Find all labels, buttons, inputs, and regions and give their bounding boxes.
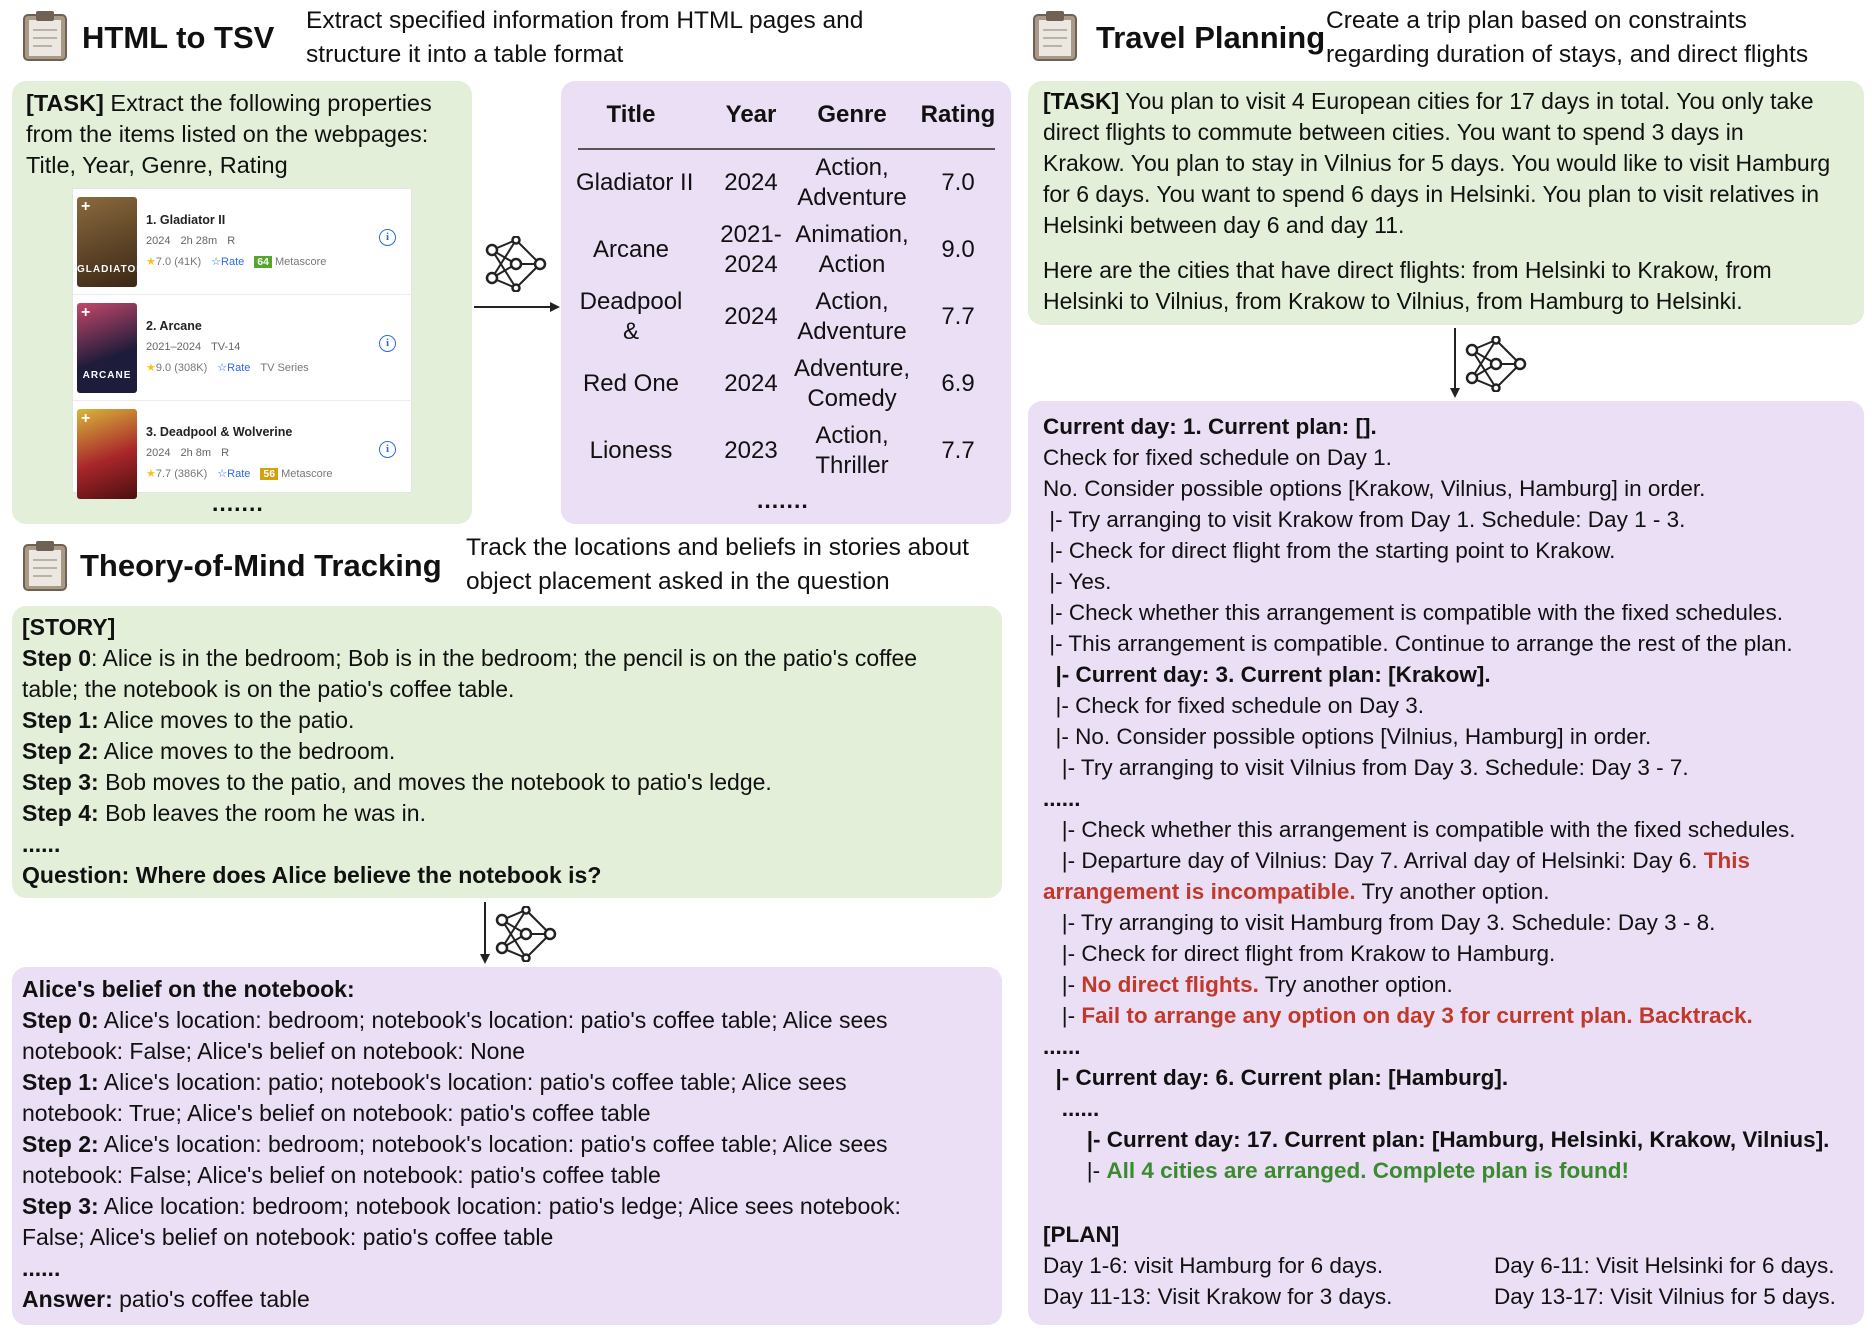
belief-text bbox=[22, 974, 901, 1315]
clipboard-icon bbox=[1032, 10, 1078, 62]
trace-line: |- This arrangement is compatible. Continue to arrange the rest of the plan. bbox=[1043, 631, 1793, 656]
table-cell: 2021- 2024 bbox=[720, 221, 782, 278]
table-cell: 7.0 bbox=[941, 169, 975, 196]
table-cell: Action, Thriller bbox=[815, 422, 889, 479]
trace-line: |- Current day: 6. Current plan: [Hamburg]. bbox=[1043, 1065, 1509, 1090]
plan-item: Day 13-17: Visit Vilnius for 5 days. bbox=[1494, 1284, 1836, 1309]
table-cell: Red One bbox=[582, 370, 680, 397]
table-cell: 2024 bbox=[724, 303, 778, 330]
table-header: Genre bbox=[817, 101, 887, 128]
trace-line: ...... bbox=[1043, 1034, 1081, 1059]
plan-text bbox=[1043, 1219, 1853, 1312]
section-description: Create a trip plan based on constraints regarding duration of stays, and direct flights bbox=[1326, 7, 1809, 68]
section-title: Theory-of-Mind Tracking bbox=[80, 548, 442, 583]
section-description bbox=[306, 4, 863, 72]
movie-rating: ★7.7 (386K) ☆Rate 56 Metascore bbox=[146, 468, 333, 480]
trace-line: |- Current day: 17. Current plan: [Hamburg, Helsinki, Krakow, Vilnius]. bbox=[1043, 1127, 1830, 1152]
table-cell: 7.7 bbox=[941, 303, 975, 330]
text-line: False; Alice's belief on notebook: patio's coffee table bbox=[22, 1224, 554, 1250]
section-title: Travel Planning bbox=[1096, 20, 1326, 55]
task-tag: [TASK] bbox=[1043, 88, 1120, 114]
trace-line: Current day: 1. Current plan: []. bbox=[1043, 414, 1377, 439]
text-line: Step 3: Alice location: bedroom; notebook location: patio's ledge; Alice sees notebook: bbox=[22, 1193, 901, 1219]
trace-line: |- Try arranging to visit Hamburg from Day 3. Schedule: Day 3 - 8. bbox=[1043, 910, 1716, 935]
task-text: [TASK] Extract the following properties from the items listed on the webpages: Title, Year, Genre, Rating bbox=[26, 90, 432, 178]
trace-line: |- Check whether this arrangement is compatible with the fixed schedules. bbox=[1043, 817, 1796, 842]
add-watchlist-icon[interactable]: + bbox=[81, 410, 91, 427]
poster-image[interactable]: + ARCANE bbox=[77, 303, 137, 393]
trace-line: ...... bbox=[1043, 1096, 1100, 1121]
text-line: notebook: False; Alice's belief on notebook: None bbox=[22, 1038, 526, 1064]
text-line: Step 0: Alice's location: bedroom; notebook's location: patio's coffee table; Alice sees bbox=[22, 1007, 888, 1033]
text-line: notebook: True; Alice's belief on notebook: patio's coffee table bbox=[22, 1100, 651, 1126]
table-cell: Action, Adventure bbox=[797, 154, 907, 211]
poster-image[interactable] bbox=[77, 409, 137, 499]
neural-network-icon bbox=[1464, 336, 1528, 392]
star-icon: ★ bbox=[146, 362, 156, 374]
rate-button[interactable]: ☆Rate bbox=[217, 468, 251, 480]
arrow-down-icon bbox=[1446, 328, 1464, 400]
table-header: Rating bbox=[920, 101, 996, 128]
metascore-badge: 64 bbox=[254, 256, 272, 268]
trace-line: |- Try arranging to visit Krakow from Day 1. Schedule: Day 1 - 3. bbox=[1043, 507, 1686, 532]
text-line: Step 3: Bob moves to the patio, and moves the notebook to patio's ledge. bbox=[22, 769, 772, 795]
table-rule bbox=[578, 148, 995, 150]
star-outline-icon: ☆ bbox=[211, 256, 222, 268]
table-cell: Gladiator II bbox=[576, 169, 694, 196]
trace-line: |- Try arranging to visit Vilnius from Day 3. Schedule: Day 3 - 7. bbox=[1043, 755, 1689, 780]
text-line: Step 1: Alice moves to the patio. bbox=[22, 707, 355, 733]
desc-line: structure it into a table format bbox=[306, 41, 624, 68]
trace-line: |- Check whether this arrangement is compatible with the fixed schedules. bbox=[1043, 600, 1783, 625]
list-ellipsis: ....... bbox=[212, 490, 264, 516]
star-outline-icon: ☆ bbox=[217, 362, 228, 374]
table-cell: 2023 bbox=[724, 437, 778, 464]
table-header: Title bbox=[606, 101, 656, 128]
trace-line: |- Check for fixed schedule on Day 3. bbox=[1043, 693, 1425, 718]
add-watchlist-icon[interactable]: + bbox=[81, 304, 91, 321]
movie-list bbox=[72, 188, 412, 493]
movie-title[interactable]: 2. Arcane bbox=[146, 319, 202, 333]
clipboard-icon bbox=[22, 540, 68, 592]
rate-button[interactable]: ☆Rate bbox=[211, 256, 245, 268]
desc-line: Extract specified information from HTML pages and bbox=[306, 7, 864, 34]
table-ellipsis: ....... bbox=[757, 487, 809, 513]
metascore-badge: 56 bbox=[260, 468, 278, 480]
table-cell: Deadpool & bbox=[579, 288, 683, 345]
arrow-right-icon bbox=[472, 298, 562, 316]
trace-line: No. Consider possible options [Krakow, Vilnius, Hamburg] in order. bbox=[1043, 476, 1706, 501]
output-table bbox=[561, 81, 1011, 524]
movie-meta: 2024 2h 8m R bbox=[146, 447, 230, 459]
table-cell: Lioness bbox=[589, 437, 673, 464]
star-outline-icon: ☆ bbox=[217, 468, 228, 480]
trace-line: |- Yes. bbox=[1043, 569, 1112, 594]
poster-image[interactable]: + GLADIATOR bbox=[77, 197, 137, 287]
text-line: Step 2: Alice's location: bedroom; notebook's location: patio's coffee table; Alice sees bbox=[22, 1131, 888, 1157]
neural-network-icon bbox=[494, 906, 558, 962]
trace-line: arrangement is incompatible. Try another option. bbox=[1043, 879, 1550, 904]
section-description: Track the locations and beliefs in stories about object placement asked in the question bbox=[466, 534, 969, 595]
movie-title[interactable]: 1. Gladiator II bbox=[146, 213, 226, 227]
text-line: Step 1: Alice's location: patio; notebook's location: patio's coffee table; Alice sees bbox=[22, 1069, 847, 1095]
plan-item: Day 1-6: visit Hamburg for 6 days. bbox=[1043, 1253, 1384, 1278]
trace-line: |- Departure day of Vilnius: Day 7. Arrival day of Helsinki: Day 6. This bbox=[1043, 848, 1750, 873]
trace-line: |- Check for direct flight from Krakow to Hamburg. bbox=[1043, 941, 1556, 966]
info-icon[interactable]: i bbox=[379, 229, 396, 246]
table-cell: 7.7 bbox=[941, 437, 975, 464]
trace-line: ...... bbox=[1043, 786, 1081, 811]
text-line: Step 2: Alice moves to the bedroom. bbox=[22, 738, 396, 764]
movie-title[interactable]: 3. Deadpool & Wolverine bbox=[146, 425, 293, 439]
add-watchlist-icon[interactable]: + bbox=[81, 198, 91, 215]
table-cell: Arcane bbox=[592, 236, 670, 263]
movie-meta: 2021–2024 TV-14 bbox=[146, 341, 241, 353]
trace-line: |- Fail to arrange any option on day 3 for current plan. Backtrack. bbox=[1043, 1003, 1753, 1028]
story-text bbox=[22, 612, 917, 891]
plan-item: Day 6-11: Visit Helsinki for 6 days. bbox=[1494, 1253, 1835, 1278]
star-icon: ★ bbox=[146, 256, 156, 268]
task-tag: [TASK] bbox=[26, 90, 104, 116]
trace-line: |- No direct flights. Try another option. bbox=[1043, 972, 1453, 997]
clipboard-icon bbox=[22, 10, 68, 62]
info-icon[interactable]: i bbox=[379, 335, 396, 352]
movie-rating: ★7.0 (41K) ☆Rate 64 Metascore bbox=[146, 256, 327, 268]
trace-line: |- Current day: 3. Current plan: [Krakow]. bbox=[1043, 662, 1491, 687]
task-text: [TASK] You plan to visit 4 European cities for 17 days in total. You only take direct flights to commute between cities. You want to spend 3 days in Krakow. You plan to stay in Vilnius for 5 days. You would like to visit Hamburg for 6 days. You want to spend 6 days in Helsinki. You plan to visit relatives in Helsinki between day 6 and day 11. Here are the cities that have direct flights: from Helsinki to Krakow, from Helsinki to Vilnius, from Krakow to Vilnius, from Hamburg to Helsinki. bbox=[1043, 88, 1831, 314]
neural-network-icon bbox=[484, 236, 548, 292]
story-tag: [STORY] bbox=[22, 614, 116, 640]
table-cell: Action, Adventure bbox=[797, 288, 907, 345]
trace-line: Check for fixed schedule on Day 1. bbox=[1043, 445, 1392, 470]
table-cell: 2024 bbox=[724, 370, 778, 397]
section-title: HTML to TSV bbox=[82, 20, 275, 55]
text-line: ...... bbox=[22, 1255, 61, 1281]
table-cell: Adventure, Comedy bbox=[793, 355, 911, 412]
list-item[interactable] bbox=[73, 189, 413, 295]
table-cell: Animation, Action bbox=[795, 221, 909, 278]
table-cell: 9.0 bbox=[941, 236, 975, 263]
table-header: Year bbox=[725, 101, 777, 128]
table-cell: 2024 bbox=[724, 169, 778, 196]
trace-line: |- No. Consider possible options [Vilnius, Hamburg] in order. bbox=[1043, 724, 1652, 749]
text-line: Step 4: Bob leaves the room he was in. bbox=[22, 800, 426, 826]
star-icon: ★ bbox=[146, 468, 156, 480]
movie-meta: 2024 2h 28m R bbox=[146, 235, 236, 247]
text-line: Step 0: Alice is in the bedroom; Bob is in the bedroom; the pencil is on the patio's coffee bbox=[22, 645, 918, 671]
text-line: table; the notebook is on the patio's coffee table. bbox=[22, 676, 515, 702]
belief-title: Alice's belief on the notebook: bbox=[22, 976, 355, 1002]
text-line: notebook: False; Alice's belief on notebook: patio's coffee table bbox=[22, 1162, 661, 1188]
info-icon[interactable]: i bbox=[379, 441, 396, 458]
trace-text bbox=[1043, 411, 1829, 1186]
rate-button[interactable]: ☆Rate bbox=[217, 362, 251, 374]
trace-line: |- Check for direct flight from the starting point to Krakow. bbox=[1043, 538, 1616, 563]
table-cell: 6.9 bbox=[941, 370, 975, 397]
plan-tag: [PLAN] bbox=[1043, 1222, 1120, 1247]
arrow-down-icon bbox=[476, 902, 494, 966]
list-item[interactable] bbox=[73, 295, 413, 401]
movie-rating: ★9.0 (308K) ☆Rate TV Series bbox=[146, 362, 309, 374]
trace-line: |- All 4 cities are arranged. Complete plan is found! bbox=[1043, 1158, 1629, 1183]
text-line: ...... bbox=[22, 831, 61, 857]
plan-item: Day 11-13: Visit Krakow for 3 days. bbox=[1043, 1284, 1393, 1309]
text-line: Answer: patio's coffee table bbox=[22, 1286, 310, 1312]
text-line: Question: Where does Alice believe the notebook is? bbox=[22, 862, 602, 888]
